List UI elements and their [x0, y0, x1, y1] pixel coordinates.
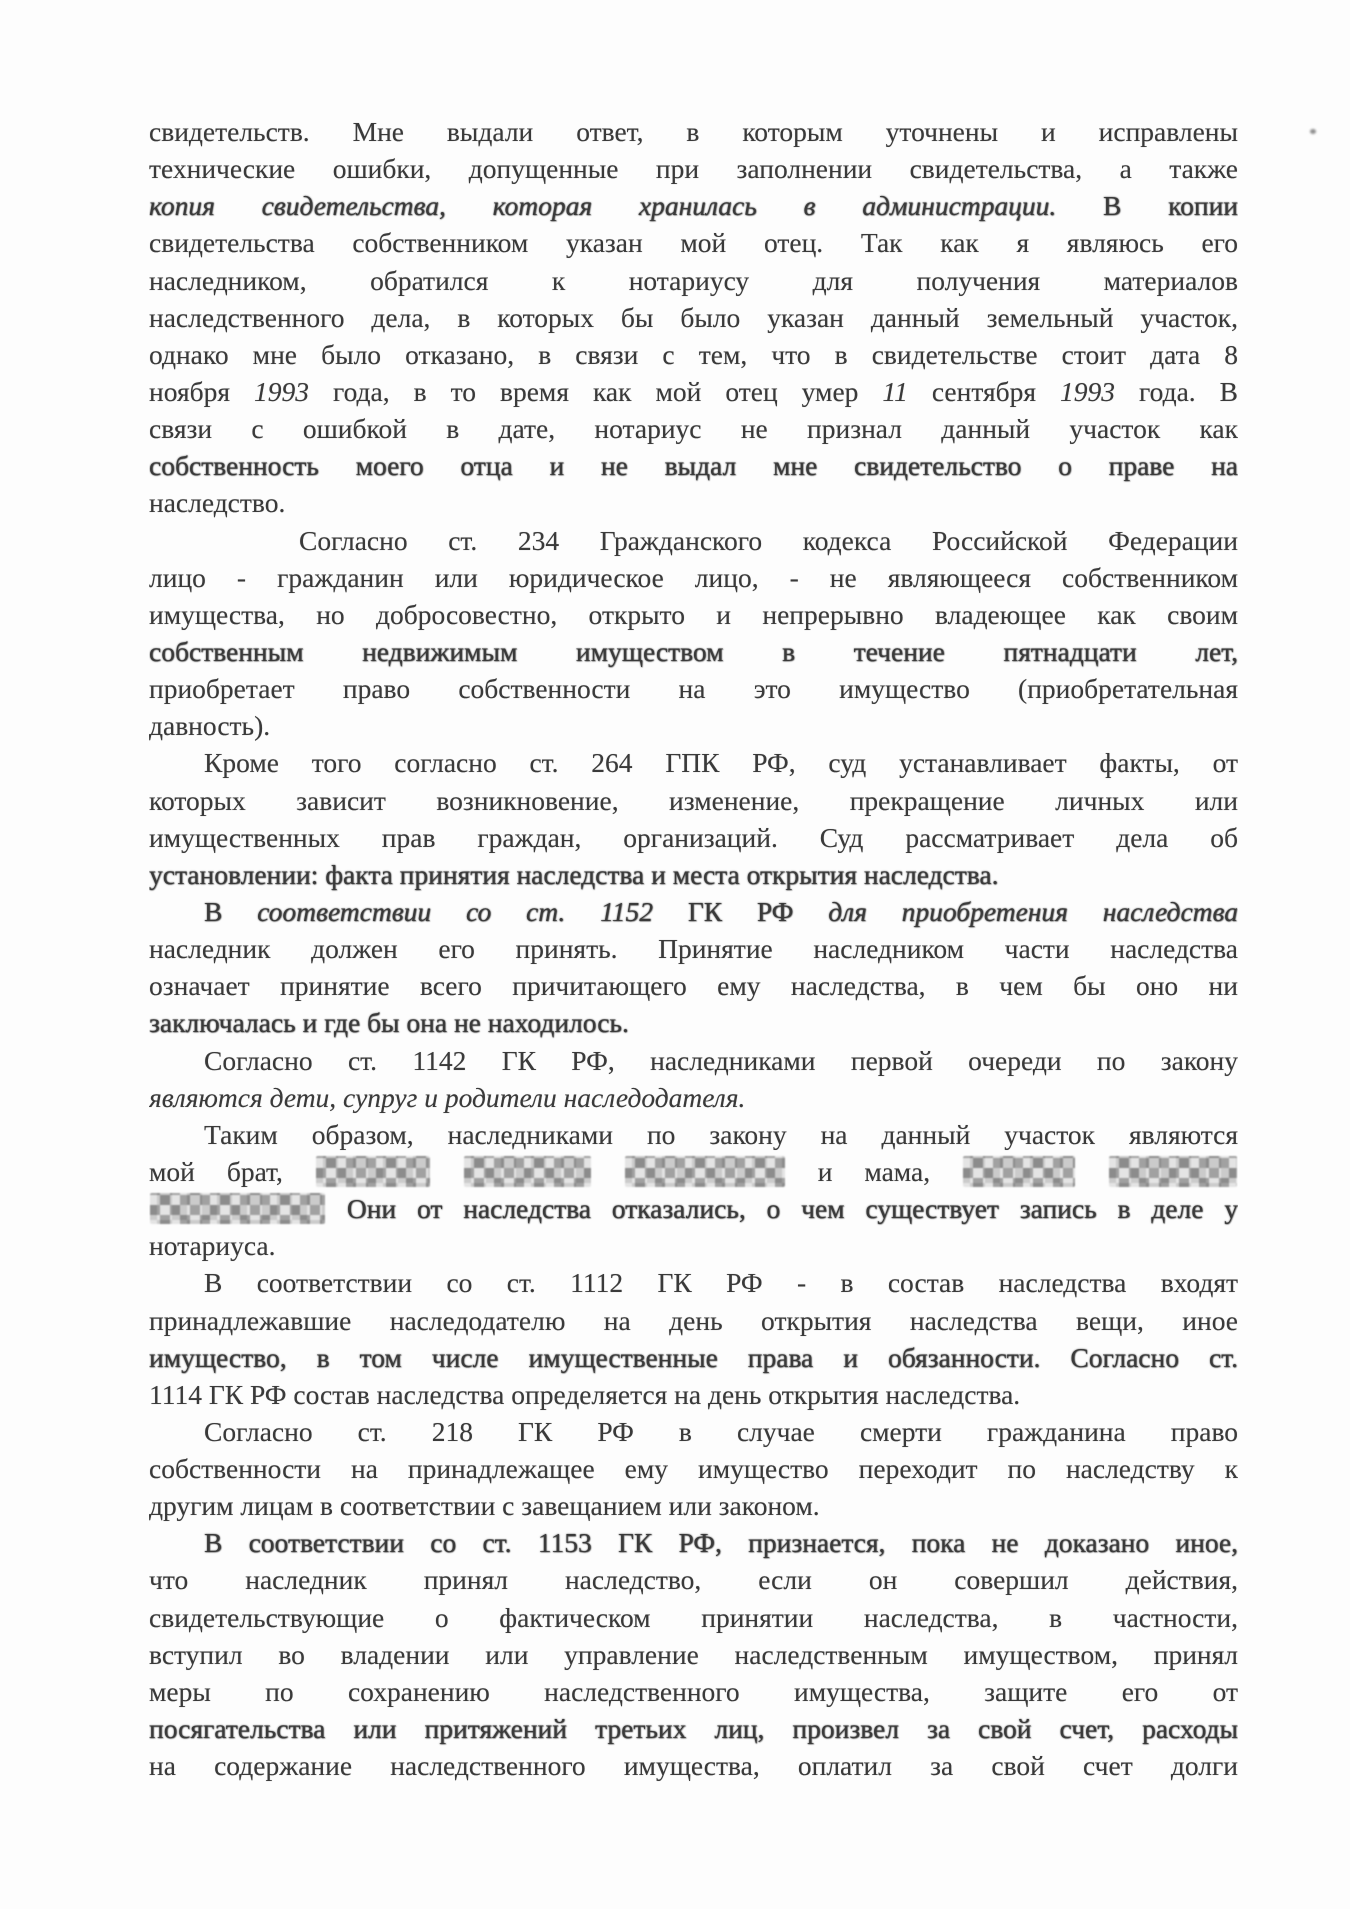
text-segment: принадлежавшие наследодателю на день открытия наследства вещи, иное — [149, 1304, 1238, 1336]
text-segment: В соответствии со ст. 1112 ГК РФ - в состав наследства входят — [204, 1267, 1238, 1299]
text-segment: на содержание наследственного имущества, оплатил за свой счет долги — [149, 1750, 1238, 1782]
text-segment: имущественных прав граждан, организаций. Суд рассматривает дела об — [149, 821, 1238, 853]
text-line — [149, 1376, 1238, 1413]
text-line — [149, 1264, 1238, 1301]
text-segment: 1114 ГК РФ состав наследства определяется на день открытия наследства. — [149, 1378, 1021, 1410]
text-segment: приобретает право собственности на это имущество (приобретательная — [149, 673, 1238, 705]
text-segment: свидетельств. Мне выдали ответ, в которым уточнены и исправлены — [149, 116, 1238, 147]
text-segment: лицо - гражданин или юридическое лицо, - не являющееся собственником — [149, 561, 1238, 593]
text-line — [149, 707, 1238, 744]
text-segment: В копии — [1056, 190, 1238, 222]
text-segment: мой брат, — [149, 1155, 315, 1187]
text-line — [149, 1487, 1238, 1524]
text-segment: имущества, но добросовестно, открыто и непрерывно владеющее как своим — [149, 598, 1238, 630]
text-line — [149, 1227, 1238, 1264]
text-line — [149, 262, 1238, 299]
text-segment: для приобретения наследства — [828, 895, 1238, 927]
text-line — [149, 1079, 1238, 1116]
text-segment: наследником, обратился к нотариусу для получения материалов — [149, 264, 1238, 296]
text-line — [149, 1302, 1238, 1339]
text-line — [149, 744, 1238, 781]
text-line — [149, 299, 1238, 336]
text-line — [149, 559, 1238, 596]
text-line — [149, 967, 1238, 1004]
text-line — [149, 1042, 1238, 1079]
text-segment: 11 — [882, 375, 908, 407]
text-segment: являются дети, супруг и родители наследодателя. — [149, 1081, 746, 1113]
text-segment: наследство. — [149, 487, 286, 519]
text-segment: Согласно ст. 234 Гражданского кодекса Российской Федерации — [299, 524, 1238, 556]
text-segment: Кроме того согласно ст. 264 ГПК РФ, суд устанавливает факты, от — [204, 747, 1238, 779]
text-segment: другим лицам в соответствии с завещанием или законом. — [149, 1490, 820, 1522]
text-line — [149, 633, 1238, 670]
text-line — [149, 1413, 1238, 1450]
text-segment: и мама, — [785, 1155, 963, 1187]
text-segment: наследственного дела, в которых бы было указан данный земельный участок, — [149, 301, 1238, 333]
text-line — [149, 1524, 1238, 1561]
text-segment — [431, 1156, 463, 1187]
document-text — [149, 113, 1238, 1784]
text-segment: В соответствии со ст. 1153 ГК РФ, признается, пока не доказано иное, — [204, 1527, 1238, 1559]
text-segment: давность). — [149, 710, 271, 742]
text-segment: технические ошибки, допущенные при заполнении свидетельства, а также — [149, 153, 1238, 185]
text-line — [149, 410, 1238, 447]
text-segment: 1993 — [253, 375, 309, 407]
text-segment — [592, 1156, 624, 1187]
text-segment: свидетельства собственником указан мой отец. Так как я являюсь его — [149, 227, 1238, 259]
text-segment: имущество, в том числе имущественные права и обязанности. Согласно ст. — [149, 1341, 1238, 1373]
text-segment: 1993 — [1060, 375, 1116, 407]
text-segment: В — [204, 895, 258, 927]
redacted-name — [150, 1193, 325, 1224]
text-segment: года. В — [1115, 375, 1238, 407]
text-line — [149, 930, 1238, 967]
redacted-name — [316, 1156, 430, 1187]
text-segment: что наследник принял наследство, если он совершил действия, — [149, 1564, 1238, 1596]
text-line — [149, 1636, 1238, 1673]
redacted-name — [625, 1156, 785, 1187]
text-segment: вступил во владении или управление наследственным имуществом, принял — [149, 1638, 1238, 1670]
text-segment: ноября — [149, 375, 254, 407]
text-segment: наследник должен его принять. Принятие наследником части наследства — [149, 933, 1238, 965]
text-line — [149, 1153, 1238, 1190]
text-line — [149, 1339, 1238, 1376]
text-segment — [1076, 1156, 1108, 1187]
text-segment: нотариуса. — [149, 1230, 276, 1262]
text-segment: посягательства или притяжений третьих лиц, произвел за свой счет, расходы — [149, 1713, 1238, 1745]
text-segment: Согласно ст. 1142 ГК РФ, наследниками первой очереди по закону — [204, 1044, 1238, 1076]
text-segment: года, в то время как мой отец умер — [308, 375, 883, 407]
text-line — [149, 782, 1238, 819]
text-segment: свидетельствующие о фактическом принятии наследства, в частности, — [149, 1601, 1238, 1633]
text-segment: собственность моего отца и не выдал мне свидетельство о праве на — [149, 450, 1238, 482]
text-line — [149, 1710, 1238, 1747]
text-segment: сентября — [907, 375, 1061, 407]
redacted-name — [464, 1156, 591, 1187]
text-segment: собственным недвижимым имуществом в течение пятнадцати лет, — [149, 635, 1238, 667]
text-segment: заключалась и где бы она не находилось. — [149, 1007, 629, 1039]
text-line — [149, 856, 1238, 893]
redacted-name — [1109, 1156, 1237, 1187]
text-line — [149, 1450, 1238, 1487]
text-line — [149, 484, 1238, 521]
text-segment: Они от наследства отказались, о чем существует запись в деле у — [326, 1193, 1238, 1225]
text-line — [149, 113, 1238, 150]
scan-speck — [1310, 129, 1316, 134]
text-line — [149, 187, 1238, 224]
text-line — [149, 1116, 1238, 1153]
text-segment: однако мне было отказано, в связи с тем, что в свидетельстве стоит дата 8 — [149, 338, 1238, 370]
text-line — [149, 336, 1238, 373]
text-line — [149, 1004, 1238, 1041]
text-segment: копия свидетельства, которая хранилась в администрации. — [149, 190, 1057, 222]
text-line — [149, 1599, 1238, 1636]
text-line — [149, 1673, 1238, 1710]
text-line — [149, 1747, 1238, 1784]
text-segment: установлении: факта принятия наследства и места открытия наследства. — [149, 858, 999, 890]
text-line — [149, 522, 1238, 559]
text-line — [149, 447, 1238, 484]
text-line — [149, 224, 1238, 261]
text-segment: собственности на принадлежащее ему имущество переходит по наследству к — [149, 1453, 1238, 1485]
text-line — [149, 1190, 1238, 1227]
redacted-name — [963, 1156, 1075, 1187]
text-segment: связи с ошибкой в дате, нотариус не признал данный участок как — [149, 413, 1238, 445]
text-line — [149, 1561, 1238, 1598]
text-line — [149, 373, 1238, 410]
text-line — [149, 150, 1238, 187]
text-line — [149, 670, 1238, 707]
text-segment: означает принятие всего причитающего ему наследства, в чем бы оно ни — [149, 970, 1238, 1002]
text-line — [149, 893, 1238, 930]
text-segment: соответствии со ст. 1152 — [257, 895, 688, 927]
text-segment: меры по сохранению наследственного имущества, защите его от — [149, 1675, 1238, 1707]
text-segment: Таким образом, наследниками по закону на данный участок являются — [204, 1118, 1238, 1150]
text-line — [149, 819, 1238, 856]
text-segment: ГК РФ — [687, 895, 829, 927]
text-segment: Согласно ст. 218 ГК РФ в случае смерти гражданина право — [204, 1415, 1238, 1447]
text-line — [149, 596, 1238, 633]
text-segment: которых зависит возникновение, изменение, прекращение личных или — [149, 784, 1238, 816]
